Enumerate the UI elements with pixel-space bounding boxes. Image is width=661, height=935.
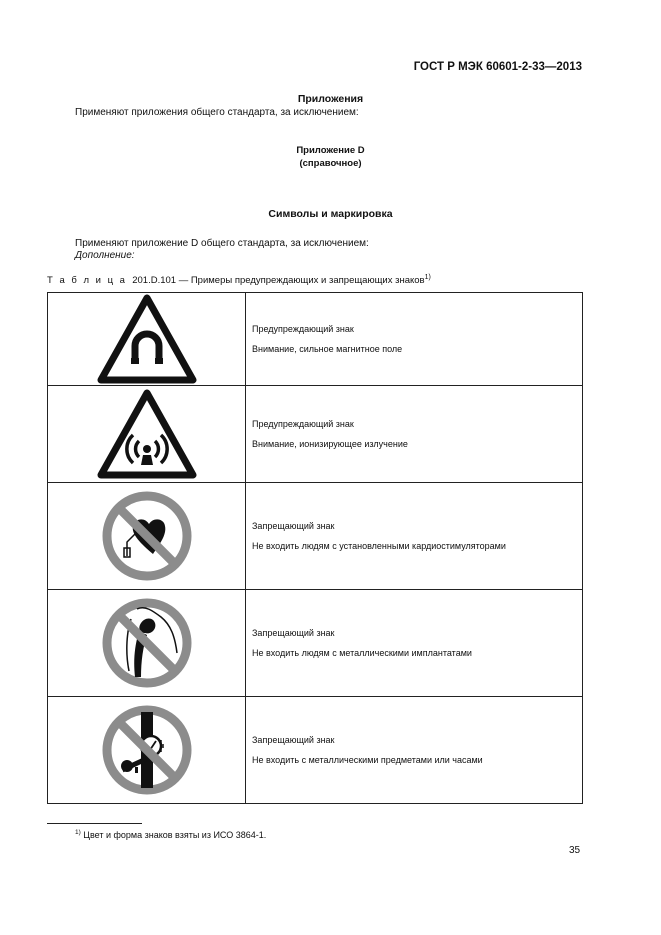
- sign-text: Внимание, ионизирующее излучение: [252, 439, 408, 449]
- signs-table: [47, 292, 583, 804]
- caption-footnote-ref: 1): [424, 274, 431, 281]
- sign-type: Предупреждающий знак: [252, 419, 354, 429]
- symbol-cell: [48, 293, 246, 386]
- description-cell: [246, 293, 583, 386]
- sign-type: Запрещающий знак: [252, 628, 335, 638]
- symbol-cell: [48, 386, 246, 483]
- table-row: [48, 293, 583, 386]
- symbol-cell: [48, 697, 246, 804]
- document-code: ГОСТ Р МЭК 60601-2-33—2013: [413, 61, 582, 73]
- sign-type: Запрещающий знак: [252, 521, 335, 531]
- sign-text: Не входить с металлическими предметами или часами: [252, 755, 483, 765]
- annex-subtitle: (справочное): [299, 158, 362, 169]
- annex-addition: Дополнение:: [75, 250, 135, 261]
- footnote-mark: 1): [75, 829, 81, 836]
- table-row: [48, 386, 583, 483]
- table-caption: [47, 274, 431, 286]
- no-metal-implants-icon: [101, 597, 193, 689]
- sign-text: Не входить людям с установленными кардиостимуляторами: [252, 541, 506, 551]
- footnote-divider: [47, 823, 142, 824]
- annex-title: Приложение D: [296, 145, 365, 156]
- symbol-cell: [48, 483, 246, 590]
- ionizing-radiation-warning-icon: [97, 389, 197, 479]
- sign-text: Не входить людям с металлическими имплантатами: [252, 648, 472, 658]
- section-intro: Применяют приложения общего стандарта, за исключением:: [75, 107, 359, 118]
- magnetic-field-warning-icon: [97, 294, 197, 384]
- footnote: [75, 829, 266, 840]
- footnote-text: Цвет и форма знаков взяты из ИСО 3864-1.: [83, 830, 267, 840]
- description-cell: [246, 483, 583, 590]
- sign-type: Предупреждающий знак: [252, 324, 354, 334]
- section-title: Приложения: [297, 93, 364, 105]
- sign-type: Запрещающий знак: [252, 735, 335, 745]
- no-pacemakers-icon: [101, 490, 193, 582]
- no-metal-objects-watches-icon: [101, 704, 193, 796]
- description-cell: [246, 590, 583, 697]
- caption-text: 201.D.101 — Примеры предупреждающих и запрещающих знаков: [132, 275, 425, 287]
- description-cell: [246, 386, 583, 483]
- annex-heading: Символы и маркировка: [268, 208, 393, 220]
- table-row: [48, 590, 583, 697]
- table-row: [48, 483, 583, 590]
- annex-paragraph: Применяют приложение D общего стандарта, за исключением:: [75, 238, 369, 249]
- page-number: 35: [569, 845, 581, 856]
- sign-text: Внимание, сильное магнитное поле: [252, 344, 403, 354]
- table-row: [48, 697, 583, 804]
- caption-prefix: Т а б л и ц а: [47, 275, 127, 287]
- description-cell: [246, 697, 583, 804]
- symbol-cell: [48, 590, 246, 697]
